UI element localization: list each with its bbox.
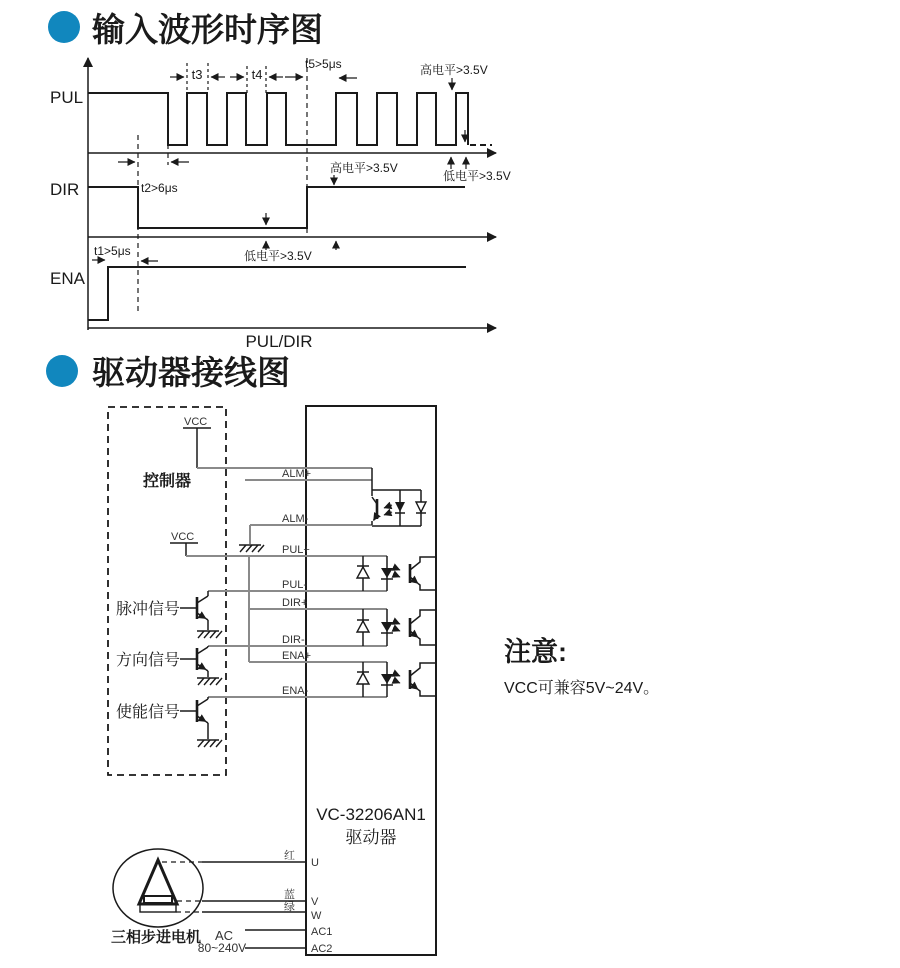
green-wire-label: 绿 [284, 901, 295, 913]
port-w-label: W [311, 910, 322, 922]
pul-minus-label: PUL- [282, 579, 308, 591]
t1-arrows [92, 260, 158, 261]
pul-low-level-label: 低电平>3.5V [443, 169, 511, 183]
direction-signal-label: 方向信号 [115, 652, 180, 669]
pul-high-level-label: 高电平>3.5V [420, 63, 488, 77]
dir-minus-label: DIR- [282, 634, 305, 646]
dir-plus-label: DIR+ [282, 597, 308, 609]
blue-wire-label: 蓝 [284, 889, 295, 901]
direction-transistor-icon [180, 646, 222, 685]
ground-icon [197, 631, 222, 638]
driver-name-label: 驱动器 [345, 828, 397, 847]
wiring-section [46, 354, 436, 955]
timing-axis-label: PUL/DIR [245, 332, 313, 351]
ground-icon [197, 678, 222, 685]
section-bullet-icon [48, 11, 80, 43]
port-v-label: V [311, 896, 319, 908]
vcc-alm [183, 416, 211, 468]
section-bullet-icon [46, 355, 78, 387]
t2-label: t2>6μs [141, 181, 178, 195]
ena-plus-label: ENA+ [282, 650, 312, 662]
ena-label: ENA [50, 269, 85, 288]
port-ac2-label: AC2 [311, 943, 333, 955]
note-title: 注意: [504, 637, 567, 667]
wiring-section-title: 驱动器接线图 [92, 354, 290, 391]
note-block [504, 636, 659, 697]
ena-waveform [88, 267, 466, 320]
t3-label: t3 [191, 67, 203, 82]
motor-label: 三相步进电机 [110, 929, 202, 946]
ac-voltage-label: 80~240V [197, 941, 247, 955]
red-wire-label: 红 [284, 850, 295, 862]
vcc-label: VCC [184, 416, 208, 428]
ground-icon [197, 740, 222, 747]
pul-label: PUL [50, 88, 84, 107]
enable-signal-label: 使能信号 [115, 704, 180, 721]
enable-transistor-icon [180, 697, 222, 747]
timing-section [48, 11, 511, 351]
pulse-signal-label: 脉冲信号 [115, 601, 180, 618]
alm-minus-label: ALM- [282, 513, 309, 525]
ena-minus-label: ENA- [282, 685, 309, 697]
t1-label: t1>5μs [94, 244, 131, 258]
ground-icon [239, 545, 264, 552]
pulse-transistor-icon [180, 591, 222, 638]
dir-low-level-label: 低电平>3.5V [244, 249, 312, 263]
note-body: VCC可兼容5V~24V。 [504, 680, 660, 697]
dir-label: DIR [50, 180, 80, 199]
pul-plus-label: PUL+ [282, 544, 310, 556]
alm-plus-label: ALM+ [282, 468, 312, 480]
driver-box [306, 406, 436, 955]
vcc-inputs [170, 531, 198, 556]
dir-high-level-label: 高电平>3.5V [330, 161, 398, 175]
t4-label: t4 [251, 67, 263, 82]
t5-arrows [285, 77, 357, 78]
pul-waveform [88, 93, 468, 145]
t5-label: t5>5μs [305, 57, 342, 71]
vcc-label: VCC [171, 531, 195, 543]
timing-section-title: 输入波形时序图 [92, 11, 323, 48]
controller-label: 控制器 [143, 473, 192, 490]
port-u-label: U [311, 857, 319, 869]
stepper-motor-icon [113, 849, 203, 927]
port-ac1-label: AC1 [311, 926, 333, 938]
driver-model-label: VC-32206AN1 [316, 805, 426, 824]
ac-label: AC [214, 928, 234, 943]
